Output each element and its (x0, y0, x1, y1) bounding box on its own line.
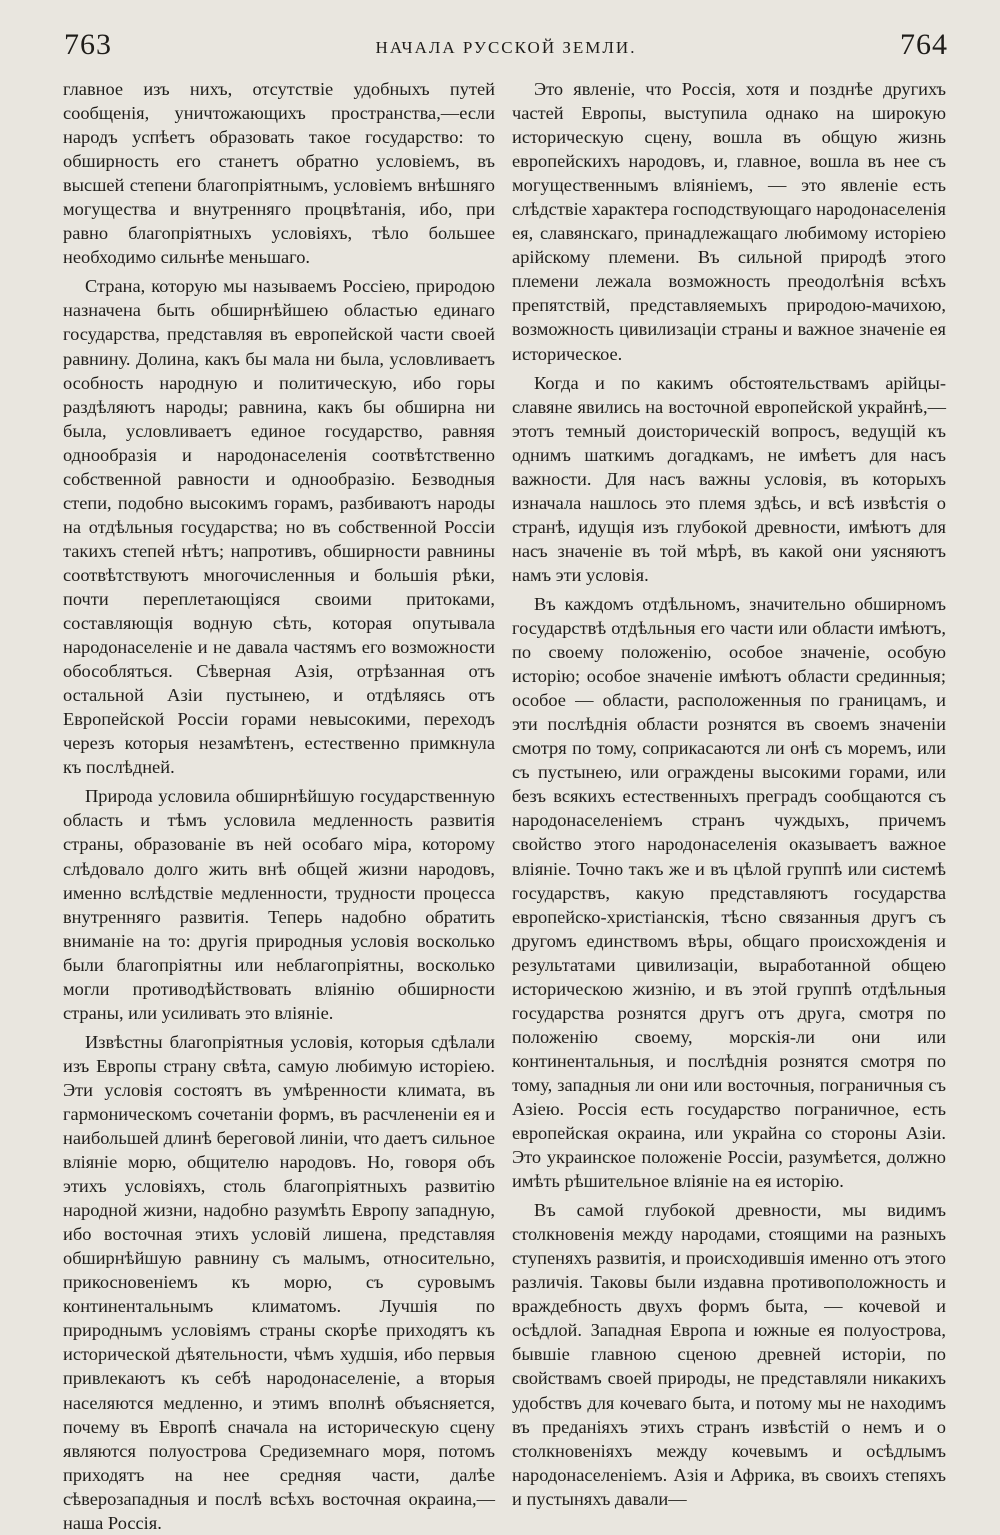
paragraph: Это явленіе, что Россія, хотя и позднѣе другихъ частей Европы, выступила однако на широкую историческую сцену, вошла въ общую жизнь европейскихъ народовъ, и, главное, вошла въ нее съ могущественнымъ вліяніемъ, — это явленіе есть слѣдствіе характера господствующаго народонаселенія ея, славянскаго, принадлежащаго любимому исторіею арійскому племени. Въ сильной природѣ этого племени лежала возможность преодолѣнія всѣхъ препятствій, представляемыхъ природою-мачихою, возможность цивилизаціи страны и важное значеніе ея историческое. (512, 79, 946, 364)
page-header (64, 28, 948, 68)
right-column (512, 77, 946, 1511)
paragraph: Страна, которую мы называемъ Россіею, природою назначена быть обширнѣйшею областью единаго государства, представляя въ европейской части своей равнину. Долина, какъ бы мала ни была, условливаетъ особность народную и политическую, ибо горы раздѣляютъ народы; равнина, какъ бы обширна ни была, условливаетъ единое государство, равняя однообразія и народонаселенія соотвѣтственно собственной равности и однообразію. Безводныя степи, подобно высокимъ горамъ, разбиваютъ народы на отдѣльныя государства; но въ собственной Россіи такихъ степей нѣтъ; напротивъ, обширности равнины соотвѣтствуютъ многочисленныя и большія рѣки, почти переплетающіяся своими притоками, составляющія водную сѣть, которая опутывала народонаселеніе и не давала частямъ его возможности обособляться. Сѣверная Азія, отрѣзанная отъ остальной Азіи пустынею, и отдѣляясь отъ Европейской Россіи горами невысокими, переходъ черезъ которыя незамѣтенъ, естественно примкнула къ послѣдней. (63, 276, 495, 778)
paragraph: Въ самой глубокой древности, мы видимъ столкновенія между народами, стоящими на разныхъ ступеняхъ развитія, и происходившія именно отъ этого различія. Таковы были издавна противоположность и враждебность двухъ формъ быта, — кочевой и осѣдлой. Западная Европа и южные ея полуострова, бывшіе главною сценою древней исторіи, по свойствамъ своей природы, не представляли никакихъ удобствъ для кочеваго быта, и потому мы не находимъ въ преданіяхъ этихъ странъ извѣстій о немъ и о столкновеніяхъ между кочевымъ и осѣдлымъ народонаселеніемъ. Азія и Африка, въ своихъ степяхъ и пустыняхъ давали— (512, 1200, 946, 1509)
page-number-right: 764 (900, 28, 948, 61)
page-number-left: 763 (64, 28, 112, 61)
left-column (63, 77, 495, 1535)
paragraph: главное изъ нихъ, отсутствіе удобныхъ путей сообщенія, уничтожающихъ пространства,—если народъ успѣетъ образовать такое государство: то обширность его станетъ обратно условіемъ, въ высшей степени благопріятнымъ, условіемъ внѣшняго могущества и внутренняго процвѣтанія, ибо, при равно благопріятныхъ условіяхъ, тѣло большее необходимо сильнѣе меньшаго. (63, 79, 495, 268)
running-title: НАЧАЛА РУССКОЙ ЗЕМЛИ. (375, 38, 637, 57)
paragraph: Когда и по какимъ обстоятельствамъ арійцы-славяне явились на восточной европейской украйнѣ,—этотъ темный доисторическій вопросъ, ведущій къ однимъ шаткимъ догадкамъ, не имѣетъ для насъ важности. Для насъ важны условія, въ которыхъ изначала нашлось это племя здѣсь, и всѣ извѣстія о странѣ, идущія изъ глубокой древности, имѣютъ для насъ значеніе въ той мѣрѣ, въ какой они уясняютъ намъ эти условія. (512, 372, 946, 585)
paragraph: Въ каждомъ отдѣльномъ, значительно обширномъ государствѣ отдѣльныя его части или области имѣютъ, по своему положенію, особое значеніе, особую исторію; особое значеніе имѣютъ области срединныя; особое — области, расположенныя по границамъ, и эти послѣднія области рознятся въ своемъ значеніи смотря по тому, соприкасаются ли онѣ съ моремъ, или съ пустынею, или ограждены высокими горами, или безъ всякихъ естественныхъ преградъ сообщаются съ народонаселеніемъ странъ чуждыхъ, причемъ свойство этого народонаселенія оказываетъ важное вліяніе. Точно такъ же и въ цѣлой группѣ или системѣ государствъ, какую представляютъ государства европейско-христіанскія, тѣсно связанныя другъ съ другомъ единствомъ вѣры, общаго происхожденія и результатами цивилизаціи, выработанной общею историческою жизнію, и въ этой группѣ отдѣльныя государства рознятся другъ отъ друга, смотря по положенію своему, морскія-ли они или континентальныя, и послѣднія рознятся смотря по тому, западныя ли они или восточныя, пограничныя съ Азіею. Россія есть государство пограничное, есть европейская окраина, или украйна со стороны Азіи. Это украинское положеніе Россіи, разумѣется, должно имѣть рѣшительное вліяніе на ея исторію. (512, 593, 946, 1192)
paragraph: Природа условила обширнѣйшую государственную область и тѣмъ условила медленность развитія страны, образованіе въ ней особаго міра, которому слѣдовало долго жить внѣ общей жизни народовъ, именно вслѣдствіе медленности, трудности процесса внутренняго развитія. Теперь надобно обратить вниманіе на то: другія природныя условія восколько были благопріятны или неблагопріятны, восколько могли противодѣйствовать вліянію обширности страны, или усиливать это вліяніе. (63, 786, 495, 1023)
paragraph: Извѣстны благопріятныя условія, которыя сдѣлали изъ Европы страну свѣта, самую любимую исторіею. Эти условія состоятъ въ умѣренности климата, въ гармоническомъ сочетаніи формъ, въ расчлененіи ея и наибольшей длинѣ береговой линіи, что даетъ сильное вліяніе морю, общителю народовъ. Но, говоря объ этихъ условіяхъ, столь благопріятныхъ развитію народной жизни, надобно разумѣть Европу западную, ибо восточная этихъ условій лишена, представляя обширнѣйшую равнину съ малымъ, относительно, прикосновеніемъ къ морю, съ суровымъ континентальнымъ климатомъ. Лучшія по природнымъ условіямъ страны скорѣе приходятъ къ исторической дѣятельности, чѣмъ худшія, ибо первыя привлекаютъ къ себѣ народонаселеніе, а вторыя населяются медленно, и этимъ вполнѣ объясняется, почему въ Европѣ сначала на историческую сцену являются полуострова Средиземнаго моря, потомъ приходятъ на нее средняя части, далѣе сѣверозападныя и послѣ всѣхъ восточная окраина,—наша Россія. (63, 1031, 495, 1533)
